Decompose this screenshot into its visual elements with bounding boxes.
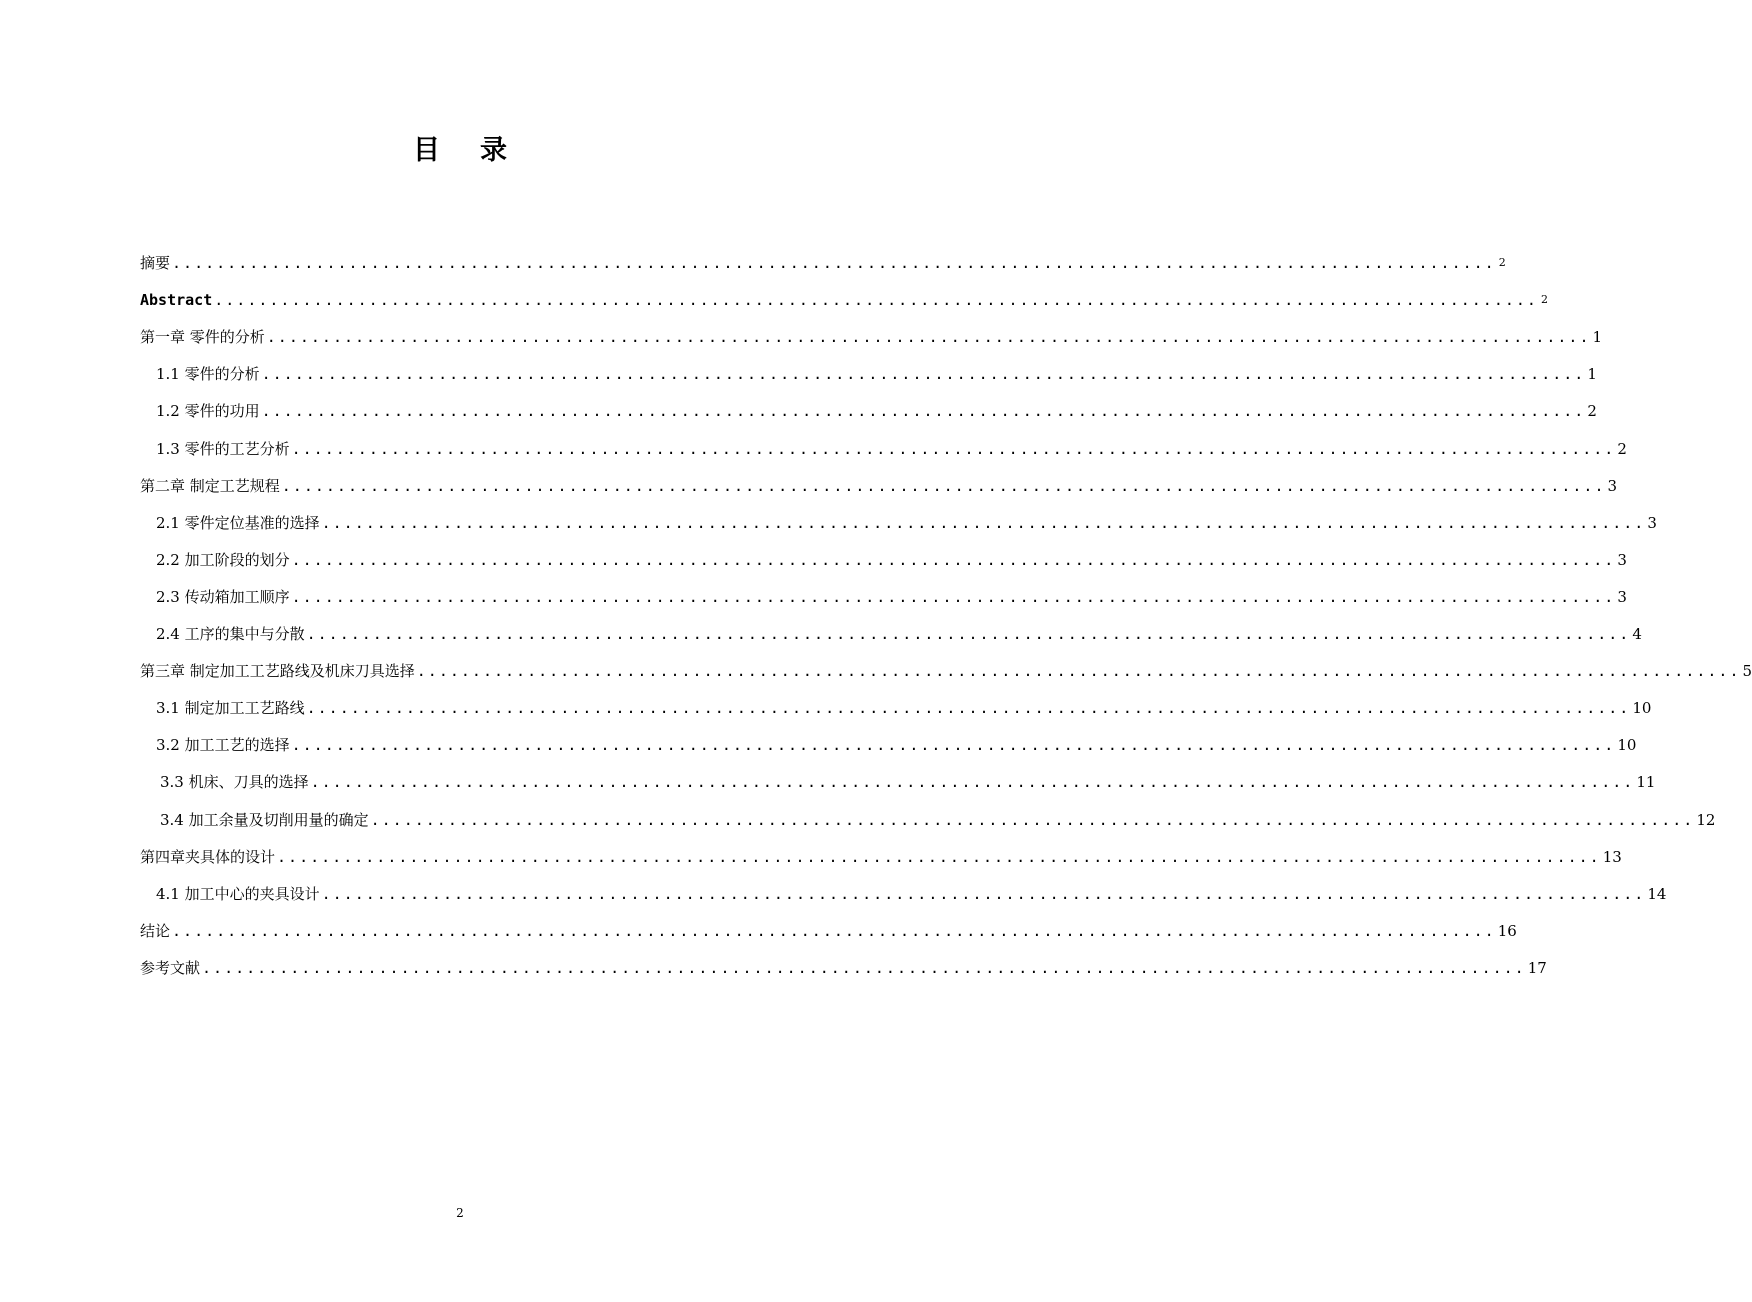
- toc-entry-label: 3.4 加工余量及切削用量的确定: [160, 810, 369, 829]
- toc-dot-leader: ........................................................................................................................: [321, 884, 1646, 903]
- toc-entry[interactable]: [140, 421, 1627, 458]
- toc-entry-page: 12: [1696, 810, 1716, 829]
- toc-entry[interactable]: [140, 867, 1667, 904]
- toc-dot-leader: ........................................................................................................................: [306, 625, 1631, 644]
- toc-entry[interactable]: [140, 533, 1627, 570]
- page-number-footer: 2: [456, 1206, 464, 1220]
- toc-entry-page: 2: [1617, 439, 1627, 458]
- toc-dot-leader: ........................................................................................................................: [172, 254, 1496, 273]
- toc-dot-leader: ........................................................................................................................: [306, 699, 1631, 718]
- toc-entry-label: 3.2 加工工艺的选择: [156, 736, 290, 755]
- toc-entry[interactable]: [140, 718, 1637, 755]
- toc-entry-label: 4.1 加工中心的夹具设计: [156, 884, 320, 903]
- page-title: 目录: [413, 135, 547, 166]
- toc-dot-leader: ........................................................................................................................: [291, 439, 1616, 458]
- toc-entry[interactable]: [140, 236, 1506, 273]
- toc-dot-leader: ........................................................................................................................: [202, 958, 1526, 977]
- toc-entry-label: 2.2 加工阶段的划分: [156, 550, 290, 569]
- toc-dot-leader: ........................................................................................................................: [277, 847, 1601, 866]
- toc-entry-page: 2: [1587, 402, 1597, 421]
- toc-entry-page: 10: [1632, 699, 1652, 718]
- toc-entry-page: 17: [1527, 958, 1547, 977]
- toc-entry[interactable]: [140, 681, 1652, 718]
- toc-entry[interactable]: [140, 941, 1547, 978]
- toc-dot-leader: ........................................................................................................................: [172, 921, 1496, 940]
- toc-entry-label: 1.1 零件的分析: [156, 365, 260, 384]
- toc-entry[interactable]: [140, 273, 1548, 310]
- toc-dot-leader: ........................................................................................................................: [291, 587, 1616, 606]
- toc-entry-label: 第一章 零件的分析: [140, 328, 265, 347]
- toc-entry-label: 1.2 零件的功用: [156, 402, 260, 421]
- toc-entry-page: 2: [1540, 293, 1548, 307]
- toc-dot-leader: ........................................................................................................................: [321, 513, 1646, 532]
- toc-entry[interactable]: [140, 384, 1597, 421]
- toc-entry-label: 摘要: [140, 254, 171, 273]
- toc-entry[interactable]: [140, 459, 1618, 496]
- toc-entry-label: 第二章 制定工艺规程: [140, 476, 280, 495]
- toc-entry-label: Abstract: [140, 291, 213, 310]
- toc-entry-page: 13: [1602, 847, 1622, 866]
- toc-entry-page: 2: [1498, 256, 1506, 270]
- toc-entry[interactable]: [140, 792, 1716, 829]
- toc-entry-page: 10: [1617, 736, 1637, 755]
- toc-entry[interactable]: [140, 310, 1603, 347]
- toc-entry-label: 2.4 工序的集中与分散: [156, 625, 305, 644]
- toc-entry-page: 5: [1742, 662, 1752, 681]
- toc-entry-label: 参考文献: [140, 958, 201, 977]
- toc-entry[interactable]: [140, 347, 1597, 384]
- toc-entry[interactable]: [140, 607, 1642, 644]
- toc-entry[interactable]: [140, 570, 1627, 607]
- toc-dot-leader: ........................................................................................................................: [370, 810, 1695, 829]
- toc-entry[interactable]: [140, 496, 1657, 533]
- toc-entry-label: 第四章夹具体的设计: [140, 847, 276, 866]
- toc-entry[interactable]: [140, 644, 1752, 681]
- toc-dot-leader: ........................................................................................................................: [291, 550, 1616, 569]
- toc-entry-label: 2.3 传动箱加工顺序: [156, 587, 290, 606]
- toc-entry-label: 2.1 零件定位基准的选择: [156, 513, 320, 532]
- toc-entry[interactable]: [140, 755, 1656, 792]
- toc-entry[interactable]: [140, 830, 1622, 867]
- toc-dot-leader: ........................................................................................................................: [281, 476, 1606, 495]
- toc-dot-leader: ........................................................................................................................: [261, 402, 1586, 421]
- toc-entry-label: 第三章 制定加工工艺路线及机床刀具选择: [140, 662, 415, 681]
- toc-entry-page: 16: [1497, 921, 1517, 940]
- toc-dot-leader: ........................................................................................................................: [291, 736, 1616, 755]
- toc-entry-page: 3: [1607, 476, 1618, 495]
- toc-entry-page: 1: [1587, 365, 1597, 384]
- toc-entry-page: 4: [1632, 625, 1642, 644]
- toc-dot-leader: ........................................................................................................................: [416, 662, 1741, 681]
- toc-entry-page: 11: [1636, 773, 1656, 792]
- toc-entry-label: 结论: [140, 921, 171, 940]
- toc-entry-label: 3.1 制定加工工艺路线: [156, 699, 305, 718]
- table-of-contents: [140, 236, 1752, 978]
- toc-entry-label: 3.3 机床、刀具的选择: [160, 773, 309, 792]
- toc-dot-leader: ........................................................................................................................: [310, 773, 1635, 792]
- toc-entry-label: 1.3 零件的工艺分析: [156, 439, 290, 458]
- toc-entry[interactable]: [140, 904, 1517, 941]
- toc-entry-page: 3: [1647, 513, 1657, 532]
- toc-dot-leader: ........................................................................................................................: [214, 291, 1538, 310]
- toc-entry-page: 14: [1647, 884, 1667, 903]
- toc-dot-leader: ........................................................................................................................: [266, 328, 1591, 347]
- toc-entry-page: 3: [1617, 587, 1627, 606]
- toc-entry-page: 3: [1617, 550, 1627, 569]
- toc-entry-page: 1: [1592, 328, 1603, 347]
- toc-dot-leader: ........................................................................................................................: [261, 365, 1586, 384]
